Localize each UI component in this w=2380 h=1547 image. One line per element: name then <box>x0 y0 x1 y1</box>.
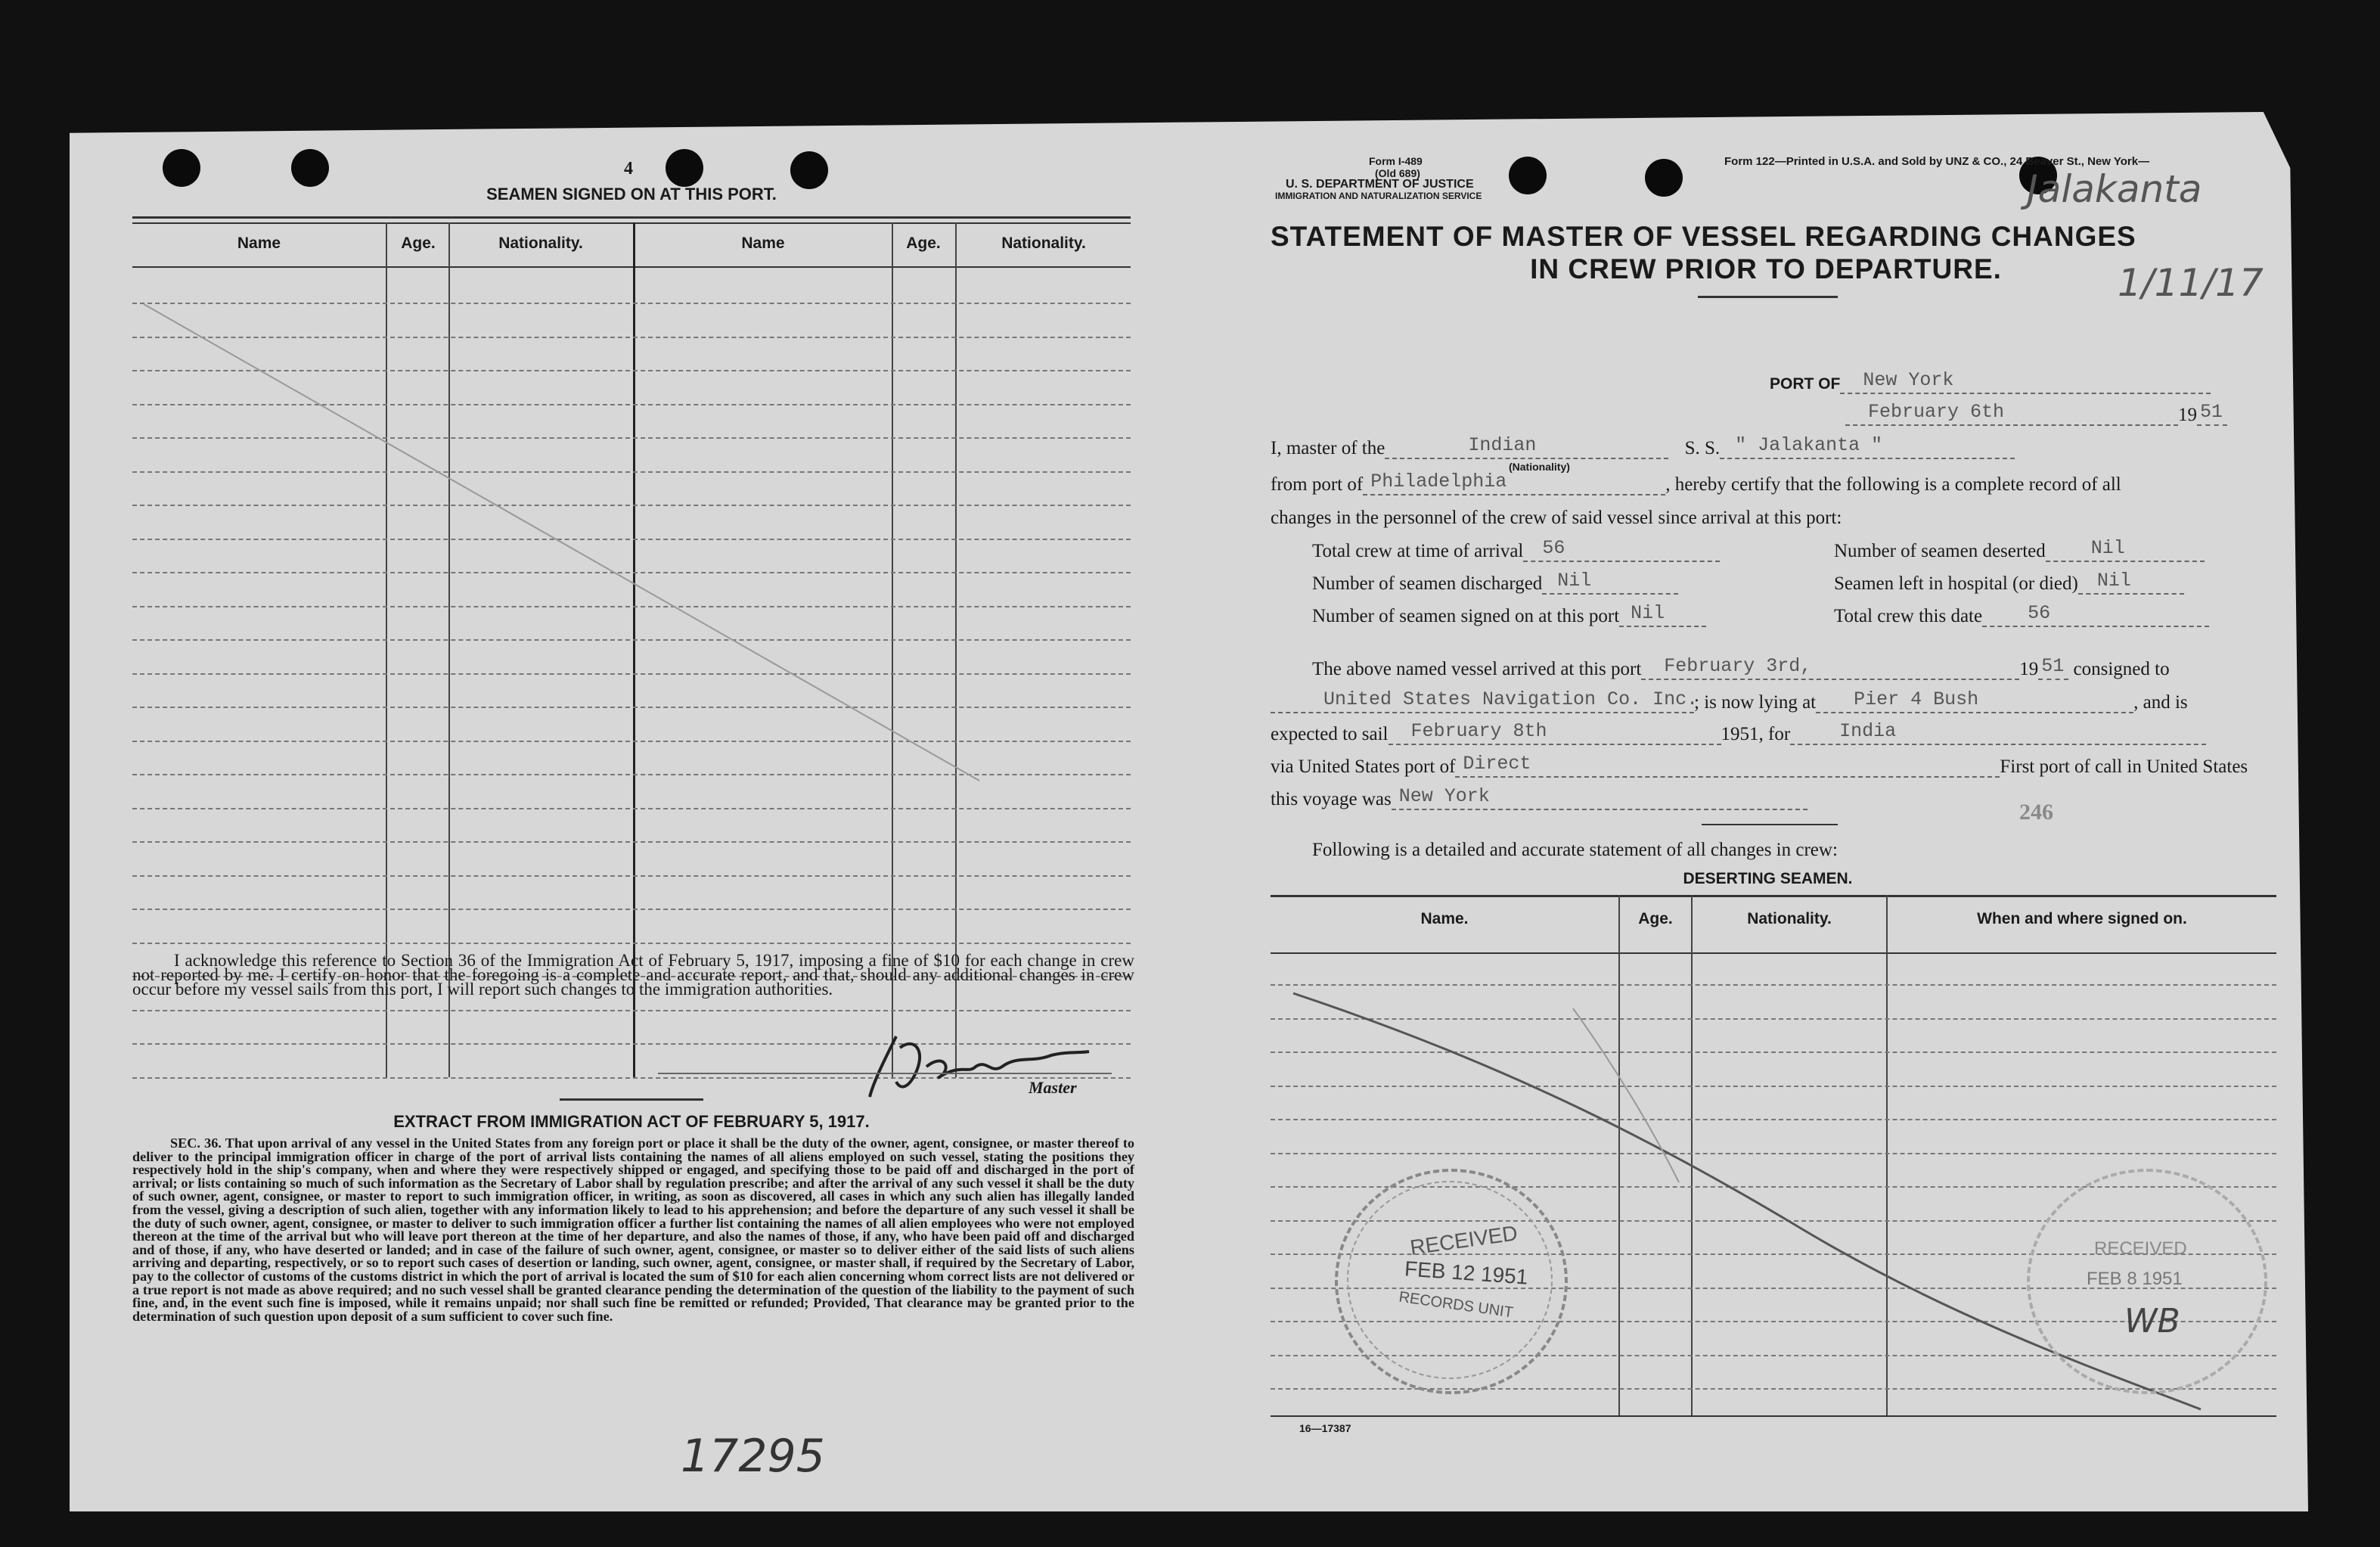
page-stamp-number: 246 <box>2019 800 2053 825</box>
for-value: India <box>1839 720 1897 742</box>
voyage-value: New York <box>1398 785 1490 807</box>
following-text: Following is a detailed and accurate statement of all changes in crew: <box>1312 840 1838 860</box>
nationality-caption: (Nationality) <box>1509 461 1570 473</box>
received-stamp-second <box>2027 1169 2267 1394</box>
from-port-value: Philadelphia <box>1370 471 1507 492</box>
stamp-unit-text: RECORDS UNIT <box>1398 1288 1515 1322</box>
column-header-signed-on: When and where signed on. <box>1977 910 2187 927</box>
seamen-signed-heading: SEAMEN SIGNED ON AT THIS PORT. <box>486 185 777 203</box>
first-port-label: First port of call in United States <box>2000 756 2248 777</box>
form-old-number: (Old 689) <box>1375 167 1420 179</box>
sail-year: 1951 <box>1721 724 1759 744</box>
master-label: Master <box>1029 1078 1077 1097</box>
ss-label: S. S. <box>1684 438 1721 458</box>
left-page <box>129 151 1142 1483</box>
form-number: Form I-489 <box>1369 155 1423 167</box>
consigned-label: consigned to <box>2073 659 2170 679</box>
column-header-name: Name. <box>1420 910 1469 927</box>
column-header-age: Age. <box>1638 910 1673 927</box>
form-footer-number: 16—17387 <box>1299 1422 1351 1434</box>
divider <box>560 1098 703 1101</box>
extract-title: EXTRACT FROM IMMIGRATION ACT OF FEBRUARY 5, 1917. <box>393 1112 870 1131</box>
column-header-nationality: Nationality. <box>498 235 583 252</box>
signed-on-label: Number of seamen signed on at this port <box>1312 606 1620 626</box>
handwritten-vessel-name: Jalakanta <box>2027 167 2202 211</box>
page-number: 4 <box>624 159 633 179</box>
received-stamp-records-unit <box>1335 1169 1568 1394</box>
lying-label: ; is now lying at <box>1694 692 1817 713</box>
deserted-label: Number of seamen deserted <box>1834 541 2046 561</box>
date-value: February 6th <box>1868 401 2005 423</box>
discharged-row <box>1312 570 1678 595</box>
lying-value: Pier 4 Bush <box>1854 688 1979 710</box>
service-name: IMMIGRATION AND NATURALIZATION SERVICE <box>1275 191 1482 201</box>
and-is-label: , and is <box>2133 692 2188 713</box>
year-value: 51 <box>2041 655 2065 677</box>
stamp-received-text: RECEIVED <box>1408 1221 1519 1260</box>
form-title-line-1: STATEMENT OF MASTER OF VESSEL REGARDING CHANGES <box>1271 221 2136 252</box>
year-prefix: 19 <box>2178 405 2197 425</box>
hospital-label: Seamen left in hospital (or died) <box>1834 573 2078 594</box>
consignee-row <box>1271 688 2188 713</box>
stamp-initials: WB <box>2124 1302 2180 1340</box>
handwritten-date: 1/11/17 <box>2118 261 2264 305</box>
sail-value: February 8th <box>1410 720 1547 742</box>
port-label: PORT OF <box>1770 375 1841 393</box>
arrived-value: February 3rd, <box>1664 655 1812 677</box>
voyage-label: this voyage was <box>1271 789 1392 809</box>
acknowledgment-text: I acknowledge this reference to Section 36 of the Immigration Act of February 5, 1917, imposing a fine of $10 for each change in crew not reported by me. I certify on honor that the foregoing is a complete and accurate report, and that, should any additional changes in crew occur before my vessel sails from this port, I will report such changes to the immigration authorities. <box>132 951 1134 999</box>
column-header-name: Name <box>237 235 281 252</box>
total-crew-date-label: Total crew this date <box>1834 606 1983 626</box>
total-crew-date-row <box>1834 602 2209 627</box>
hospital-row <box>1834 570 2184 595</box>
via-label: via United States port of <box>1271 756 1456 777</box>
certify-text: , hereby certify that the following is a complete record of all <box>1665 474 2121 495</box>
stamp-date-text: FEB 8 1951 <box>2087 1269 2183 1289</box>
discharged-label: Number of seamen discharged <box>1312 573 1543 594</box>
port-row <box>1770 369 2211 394</box>
column-header-age: Age. <box>906 235 941 252</box>
printer-note: Form 122—Printed in U.S.A. and Sold by UNZ & CO., 24 Beaver St., New York— <box>1724 155 2150 168</box>
for-label: , for <box>1758 724 1791 744</box>
column-header-nationality: Nationality. <box>1001 235 1086 252</box>
extract-text: SEC. 36. That upon arrival of any vessel in the United States from any foreign port or place it shall be the duty of the owner, agent, consignee, or master thereof to deliver to the principal immigration officer in charge of the port of arrival lists containing the names of all aliens employed on such vessel, stating the positions they respectively hold in the ship's company, when and where they were respectively shipped or engaged, and specifying those to be paid off and discharged in the port of arrival; or lists containing so much of such information as the Secretary of Labor shall by regulation prescribe; and after the arrival of any such vessel it shall be the duty of such owner, agent, consignee, or master to report to such immigration officer, in writing, as soon as discovered, all cases in which any such alien has illegally landed from the vessel, giving a description of such alien, together with any information likely to lead to his apprehension; and before the departure of any such vessel it shall be the duty of such owner, agent, consignee, or master to deliver to such immigration officer a further list containing the names of all alien employees who were not employed thereon at the time of the arrival but who will leave port thereon at the time of her departure, and also the names of those, if any, who have been paid off and discharged and of those, if any, who have deserted or landed; and in case of the failure of such owner, agent, consignee, or master so to deliver either of the said lists of such aliens arriving and departing, respectively, or so to report such cases of desertion or landing, such owner, agent, consignee, or master shall, if required by the Secretary of Labor, pay to the collector of customs of the customs district in which the port of arrival is located the sum of $10 for each alien concerning whom correct lists are not delivered or a true report is not made as above required; and no such vessel shall be granted clearance pending the determination of the question of the liability to the payment of such fine, and, in the event such fine is imposed, while it remains unpaid; nor shall such fine be remitted or refunded; Provided, That clearance may be granted prior to the determination of such question upon deposit of a sum sufficient to cover such fine. <box>132 1135 1134 1324</box>
from-port-label: from port of <box>1271 474 1364 495</box>
nationality-value: Indian <box>1468 434 1537 456</box>
deserted-value: Nil <box>2090 537 2125 559</box>
sail-label: expected to sail <box>1271 724 1389 744</box>
form-title-line-2: IN CREW PRIOR TO DEPARTURE. <box>1530 253 2002 284</box>
column-header-nationality: Nationality. <box>1747 910 1832 927</box>
hospital-value: Nil <box>2096 570 2131 592</box>
voyage-row <box>1271 785 1807 810</box>
date-row <box>1845 401 2227 426</box>
total-crew-arrival-label: Total crew at time of arrival <box>1312 541 1524 561</box>
crew-arrival-row <box>1312 537 1720 562</box>
divider <box>1698 296 1838 298</box>
year-prefix: 19 <box>2019 659 2039 679</box>
arrived-label: The above named vessel arrived at this port <box>1312 659 1642 679</box>
via-value: Direct <box>1463 753 1531 775</box>
handwritten-number: 17295 <box>681 1430 825 1483</box>
sail-row <box>1271 720 2206 745</box>
stamp-date-text: FEB 12 1951 <box>1404 1257 1529 1289</box>
consignee-value: United States Navigation Co. Inc. <box>1323 688 1699 710</box>
changes-row: changes in the personnel of the crew of said vessel since arrival at this port: <box>1271 508 1842 528</box>
divider <box>1702 824 1838 825</box>
master-of-label: I, master of the <box>1271 438 1385 458</box>
total-crew-date-value: 56 <box>2028 602 2051 624</box>
arrived-row <box>1312 655 2170 680</box>
port-value: New York <box>1863 369 1954 391</box>
column-header-name: Name <box>741 235 785 252</box>
deserting-heading: DESERTING SEAMEN. <box>1683 870 1853 887</box>
from-port-row <box>1271 471 2121 495</box>
deserted-row <box>1834 537 2205 562</box>
master-of-row <box>1271 434 2015 459</box>
signed-on-row <box>1312 602 1706 627</box>
total-crew-arrival-value: 56 <box>1542 537 1565 559</box>
ship-value: " Jalakanta " <box>1735 434 1883 456</box>
right-page <box>1263 148 2292 1449</box>
discharged-value: Nil <box>1557 570 1592 592</box>
column-header-age: Age. <box>401 235 436 252</box>
divider <box>132 216 1131 219</box>
signed-on-value: Nil <box>1631 602 1665 624</box>
department-name: U. S. DEPARTMENT OF JUSTICE <box>1286 178 1474 191</box>
stamp-received-text: RECEIVED <box>2094 1238 2187 1259</box>
signature-line <box>658 1073 1112 1074</box>
year-value: 51 <box>2200 401 2223 423</box>
via-row <box>1271 753 2248 778</box>
